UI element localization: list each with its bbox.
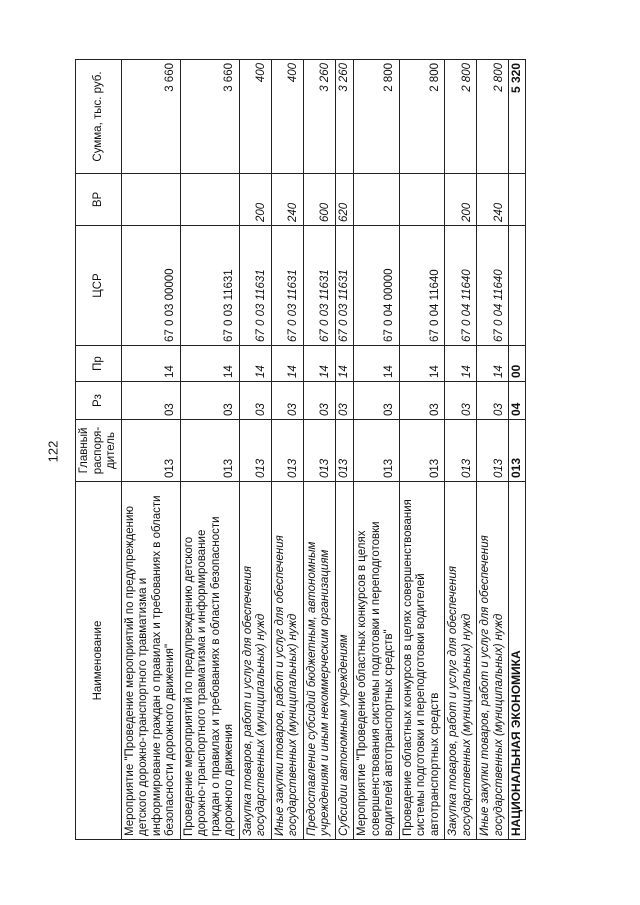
row-manager: 013 bbox=[335, 420, 354, 482]
row-csr: 67 0 03 00000 bbox=[121, 226, 180, 346]
row-rz: 03 bbox=[445, 382, 477, 420]
row-rz: 03 bbox=[180, 382, 239, 420]
row-pr: 14 bbox=[399, 346, 445, 382]
row-pr: 14 bbox=[239, 346, 271, 382]
row-name: Предоставление субсидий бюджетным, автономным учреждениям и иным некоммерческим организациям bbox=[303, 482, 335, 840]
row-manager: 013 bbox=[180, 420, 239, 482]
row-csr: 67 0 03 11631 bbox=[180, 226, 239, 346]
row-rz: 03 bbox=[354, 382, 400, 420]
table-header-row bbox=[76, 60, 122, 840]
row-rz: 03 bbox=[239, 382, 271, 420]
table-row bbox=[271, 60, 303, 840]
row-sum: 3 260 bbox=[303, 60, 335, 174]
row-csr: 67 0 03 11631 bbox=[239, 226, 271, 346]
table-row bbox=[303, 60, 335, 840]
row-vr: 620 bbox=[335, 174, 354, 226]
row-csr: 67 0 03 11631 bbox=[271, 226, 303, 346]
row-name: Мероприятие "Проведение областных конкурсов в целях совершенствования системы подготовки и переподготовки водителей автотранспортных средств" bbox=[354, 482, 400, 840]
row-name: Мероприятие "Проведение мероприятий по предупреждению детского дорожно-транспортного травматизма и информирование граждан о правилах и требованиях в области безопасности дорожного движения" bbox=[121, 482, 180, 840]
row-name: Проведение мероприятий по предупреждению детского дорожно-транспортного травматизма и информирование граждан о правилах и требованиях в области безопасности дорожного движения bbox=[180, 482, 239, 840]
row-sum: 2 800 bbox=[399, 60, 445, 174]
row-manager: 013 bbox=[354, 420, 400, 482]
row-rz: 03 bbox=[121, 382, 180, 420]
table-row bbox=[180, 60, 239, 840]
header-csr: ЦСР bbox=[76, 226, 122, 346]
row-rz: 03 bbox=[303, 382, 335, 420]
row-name: Иные закупки товаров, работ и услуг для обеспечения государственных (муниципальных) нужд bbox=[477, 482, 509, 840]
page-number: 122 bbox=[45, 440, 61, 463]
row-csr: 67 0 03 11631 bbox=[335, 226, 354, 346]
row-pr: 00 bbox=[509, 346, 526, 382]
row-vr: 200 bbox=[445, 174, 477, 226]
row-csr: 67 0 04 00000 bbox=[354, 226, 400, 346]
row-vr: 240 bbox=[271, 174, 303, 226]
row-pr: 14 bbox=[303, 346, 335, 382]
row-vr: 600 bbox=[303, 174, 335, 226]
row-sum: 3 260 bbox=[335, 60, 354, 174]
table-row bbox=[239, 60, 271, 840]
row-name: Закупка товаров, работ и услуг для обеспечения государственных (муниципальных) нужд bbox=[239, 482, 271, 840]
header-pr: Пр bbox=[76, 346, 122, 382]
row-pr: 14 bbox=[335, 346, 354, 382]
row-sum: 3 660 bbox=[121, 60, 180, 174]
table-row bbox=[335, 60, 354, 840]
row-sum: 400 bbox=[271, 60, 303, 174]
row-name: НАЦИОНАЛЬНАЯ ЭКОНОМИКА bbox=[509, 482, 526, 840]
row-vr bbox=[399, 174, 445, 226]
budget-table bbox=[75, 59, 526, 840]
row-manager: 013 bbox=[303, 420, 335, 482]
row-vr bbox=[121, 174, 180, 226]
row-pr: 14 bbox=[121, 346, 180, 382]
row-sum: 2 800 bbox=[445, 60, 477, 174]
row-manager: 013 bbox=[477, 420, 509, 482]
header-manager: Главный распоря-дитель bbox=[76, 420, 122, 482]
table-row bbox=[445, 60, 477, 840]
row-manager: 013 bbox=[399, 420, 445, 482]
row-rz: 03 bbox=[399, 382, 445, 420]
row-manager: 013 bbox=[445, 420, 477, 482]
row-sum: 2 800 bbox=[354, 60, 400, 174]
row-name: Субсидии автономным учреждениям bbox=[335, 482, 354, 840]
table-row bbox=[399, 60, 445, 840]
row-pr: 14 bbox=[180, 346, 239, 382]
row-sum: 2 800 bbox=[477, 60, 509, 174]
budget-table-rotated bbox=[75, 60, 585, 840]
row-pr: 14 bbox=[271, 346, 303, 382]
row-manager: 013 bbox=[509, 420, 526, 482]
row-vr: 240 bbox=[477, 174, 509, 226]
row-sum: 3 660 bbox=[180, 60, 239, 174]
row-vr bbox=[354, 174, 400, 226]
row-name: Закупка товаров, работ и услуг для обеспечения государственных (муниципальных) нужд bbox=[445, 482, 477, 840]
row-pr: 14 bbox=[445, 346, 477, 382]
header-vr: ВР bbox=[76, 174, 122, 226]
row-vr: 200 bbox=[239, 174, 271, 226]
row-rz: 03 bbox=[335, 382, 354, 420]
row-name: Проведение областных конкурсов в целях совершенствования системы подготовки и переподготовки водителей автотранспортных средств bbox=[399, 482, 445, 840]
row-csr: 67 0 03 11631 bbox=[303, 226, 335, 346]
row-manager: 013 bbox=[121, 420, 180, 482]
row-pr: 14 bbox=[477, 346, 509, 382]
row-csr: 67 0 04 11640 bbox=[477, 226, 509, 346]
row-manager: 013 bbox=[271, 420, 303, 482]
row-pr: 14 bbox=[354, 346, 400, 382]
row-csr bbox=[509, 226, 526, 346]
header-name: Наименование bbox=[76, 482, 122, 840]
row-sum: 5 320 bbox=[509, 60, 526, 174]
table-row bbox=[354, 60, 400, 840]
row-name: Иные закупки товаров, работ и услуг для обеспечения государственных (муниципальных) нужд bbox=[271, 482, 303, 840]
table-row bbox=[121, 60, 180, 840]
row-csr: 67 0 04 11640 bbox=[445, 226, 477, 346]
row-rz: 03 bbox=[477, 382, 509, 420]
row-csr: 67 0 04 11640 bbox=[399, 226, 445, 346]
row-rz: 04 bbox=[509, 382, 526, 420]
header-sum: Сумма, тыс. руб. bbox=[76, 60, 122, 174]
header-rz: Рз bbox=[76, 382, 122, 420]
row-vr bbox=[180, 174, 239, 226]
table-row bbox=[477, 60, 509, 840]
row-sum: 400 bbox=[239, 60, 271, 174]
row-vr bbox=[509, 174, 526, 226]
row-rz: 03 bbox=[271, 382, 303, 420]
row-manager: 013 bbox=[239, 420, 271, 482]
table-row-total bbox=[509, 60, 526, 840]
